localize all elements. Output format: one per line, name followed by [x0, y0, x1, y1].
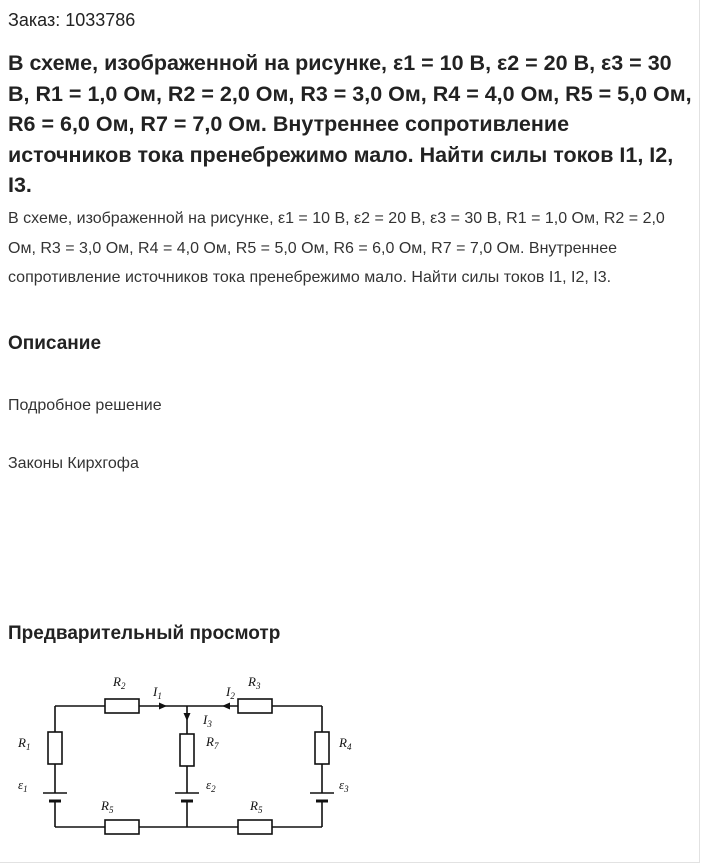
resistor-r4: [315, 732, 329, 764]
label-r4: $R_4$: [339, 735, 352, 752]
battery-e1: [43, 793, 67, 801]
label-r7: $R_7$: [206, 734, 219, 751]
problem-text: В схеме, изображенной на рисунке, ε1 = 10 В, ε2 = 20 В, ε3 = 30 В, R1 = 1,0 Ом, R2 = 2,0 Ом, R3 = 3,0 Ом, R4 = 4,0 Ом, R5 = 5,0 Ом, R6 = 6,0 Ом, R7 = 7,0 Ом. Внутреннее сопротивление источников тока пренебрежимо мало. Найти силы токов I1, I2, I3.: [8, 210, 665, 286]
resistor-r7: [180, 734, 194, 766]
circuit-diagram: [10, 668, 360, 848]
label-r5-left: $R_5$: [101, 798, 114, 815]
resistor-r1: [48, 732, 62, 764]
order-number: Заказ: 1033786: [8, 10, 136, 30]
arrow-i3: [184, 713, 191, 721]
label-r5-right: $R_5$: [250, 798, 263, 815]
description-line-solution: Подробное решение: [8, 397, 162, 414]
label-r3: $R_3$: [248, 674, 261, 691]
preview-heading: Предварительный просмотр: [8, 623, 281, 644]
battery-e2: [175, 793, 199, 801]
label-e1: $\varepsilon_1$: [18, 777, 28, 794]
label-e3: $\varepsilon_3$: [339, 777, 349, 794]
resistor-r2: [105, 699, 139, 713]
arrow-i1: [159, 703, 167, 710]
label-i2: $I_2$: [226, 684, 235, 701]
arrow-i2: [222, 703, 230, 710]
description-line-kirchhoff: Законы Кирхгофа: [8, 455, 139, 472]
label-r1: $R_1$: [18, 735, 31, 752]
label-r2: $R_2$: [113, 674, 126, 691]
problem-title: В схеме, изображенной на рисунке, ε1 = 10 В, ε2 = 20 В, ε3 = 30 В, R1 = 1,0 Ом, R2 = 2,0 Ом, R3 = 3,0 Ом, R4 = 4,0 Ом, R5 = 5,0 Ом, R6 = 6,0 Ом, R7 = 7,0 Ом. Внутреннее сопротивление источников тока пренебрежимо мало. Найти силы токов I1, I2, I3.: [8, 51, 692, 197]
label-e2: $\varepsilon_2$: [206, 777, 216, 794]
description-heading: Описание: [8, 333, 102, 354]
label-i3: $I_3$: [203, 712, 212, 729]
resistor-r5-left: [105, 820, 139, 834]
resistor-r5-right: [238, 820, 272, 834]
label-i1: $I_1$: [153, 684, 162, 701]
battery-e3: [310, 793, 334, 801]
resistor-r3: [238, 699, 272, 713]
